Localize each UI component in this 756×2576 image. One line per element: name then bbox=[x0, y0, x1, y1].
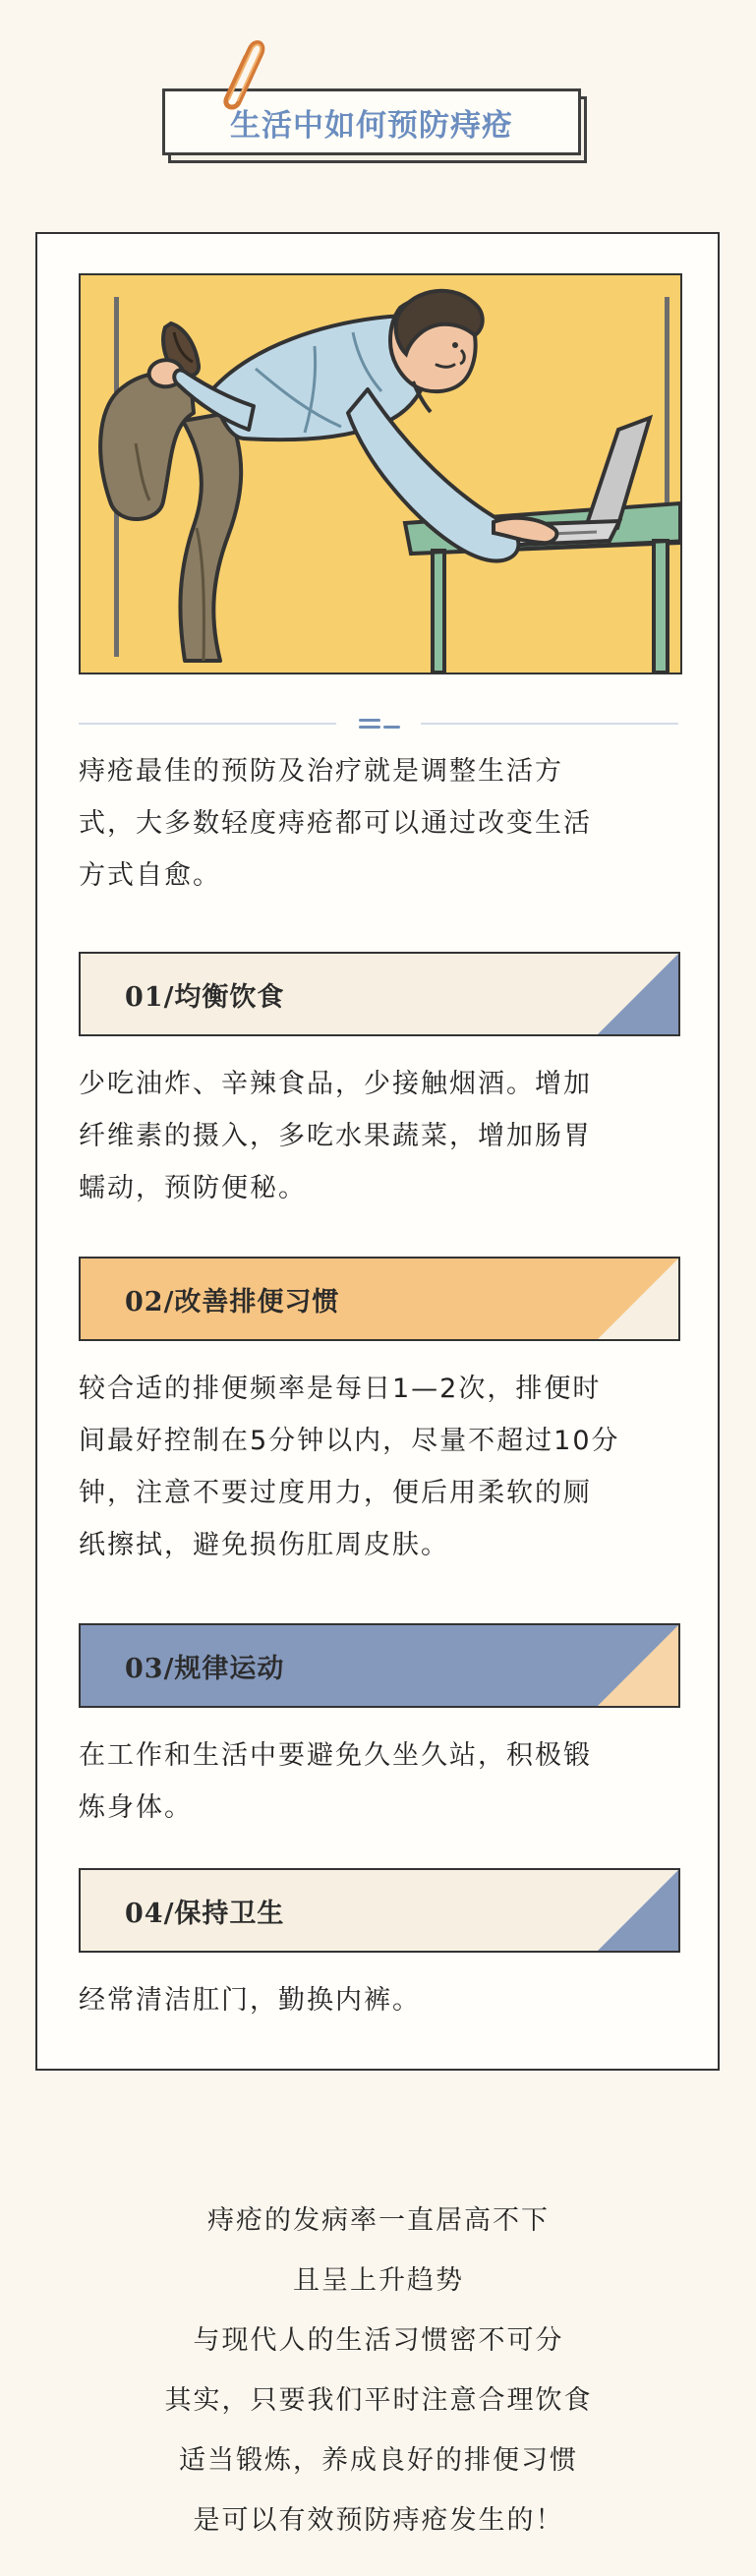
divider-line-left bbox=[79, 723, 336, 725]
section-line: 较合适的排便频率是每日1—2次，排便时 bbox=[79, 1374, 602, 1404]
section-heading-hygiene bbox=[79, 1868, 680, 1953]
closing-line: 是可以有效预防痔疮发生的！ bbox=[193, 2505, 564, 2536]
closing-message bbox=[88, 2191, 669, 2550]
intro-line: 式，大多数轻度痔疮都可以通过改变生活 bbox=[79, 808, 592, 839]
section-line: 经常清洁肛门，勤换内裤。 bbox=[79, 1985, 421, 2016]
closing-line: 与现代人的生活习惯密不可分 bbox=[193, 2325, 564, 2356]
section-heading-exercise bbox=[79, 1623, 680, 1708]
paperclip-icon bbox=[208, 31, 269, 120]
closing-line: 且呈上升趋势 bbox=[293, 2265, 464, 2296]
closing-line: 痔疮的发病率一直居高不下 bbox=[207, 2205, 550, 2236]
divider-line-right bbox=[421, 723, 678, 725]
page-title: 生活中如何预防痔疮 bbox=[230, 107, 513, 144]
closing-line: 适当锻炼，养成良好的排便习惯 bbox=[179, 2445, 578, 2476]
section-heading-bowel-habits bbox=[79, 1257, 680, 1341]
intro-line: 痔疮最佳的预防及治疗就是调整生活方 bbox=[79, 756, 563, 787]
section-line: 纤维素的摄入，多吃水果蔬菜，增加肠胃 bbox=[79, 1121, 592, 1151]
section-line: 炼身体。 bbox=[79, 1792, 193, 1823]
section-divider bbox=[79, 713, 678, 734]
section-heading-label: 02/改善排便习惯 bbox=[125, 1286, 340, 1317]
section-body-exercise bbox=[79, 1729, 678, 1834]
divider-mark-icon bbox=[359, 716, 400, 732]
section-line: 间最好控制在5分钟以内，尽量不超过10分 bbox=[79, 1426, 620, 1456]
section-heading-label: 01/均衡饮食 bbox=[125, 981, 285, 1013]
section-heading-label: 04/保持卫生 bbox=[125, 1898, 285, 1929]
closing-line: 其实，只要我们平时注意合理饮食 bbox=[164, 2385, 593, 2416]
hero-illustration bbox=[79, 273, 682, 674]
intro-line: 方式自愈。 bbox=[79, 860, 221, 891]
corner-triangle bbox=[594, 1259, 678, 1341]
corner-triangle bbox=[594, 1870, 678, 1953]
corner-triangle bbox=[594, 954, 678, 1036]
content-card bbox=[35, 232, 720, 2071]
section-line: 在工作和生活中要避免久坐久站，积极锻 bbox=[79, 1740, 592, 1771]
section-line: 蠕动，预防便秘。 bbox=[79, 1173, 307, 1203]
section-body-diet bbox=[79, 1058, 678, 1214]
section-line: 少吃油炸、辛辣食品，少接触烟酒。增加 bbox=[79, 1069, 592, 1099]
stretching-office-worker-illustration-icon bbox=[81, 275, 680, 673]
section-line: 钟，注意不要过度用力，便后用柔软的厕 bbox=[79, 1478, 592, 1508]
intro-paragraph bbox=[79, 745, 678, 902]
corner-triangle bbox=[594, 1625, 678, 1708]
section-heading-diet bbox=[79, 952, 680, 1036]
section-line: 纸擦拭，避免损伤肛周皮肤。 bbox=[79, 1530, 449, 1560]
section-body-bowel-habits bbox=[79, 1363, 678, 1571]
section-body-hygiene bbox=[79, 1974, 678, 2026]
section-heading-label: 03/规律运动 bbox=[125, 1653, 285, 1684]
